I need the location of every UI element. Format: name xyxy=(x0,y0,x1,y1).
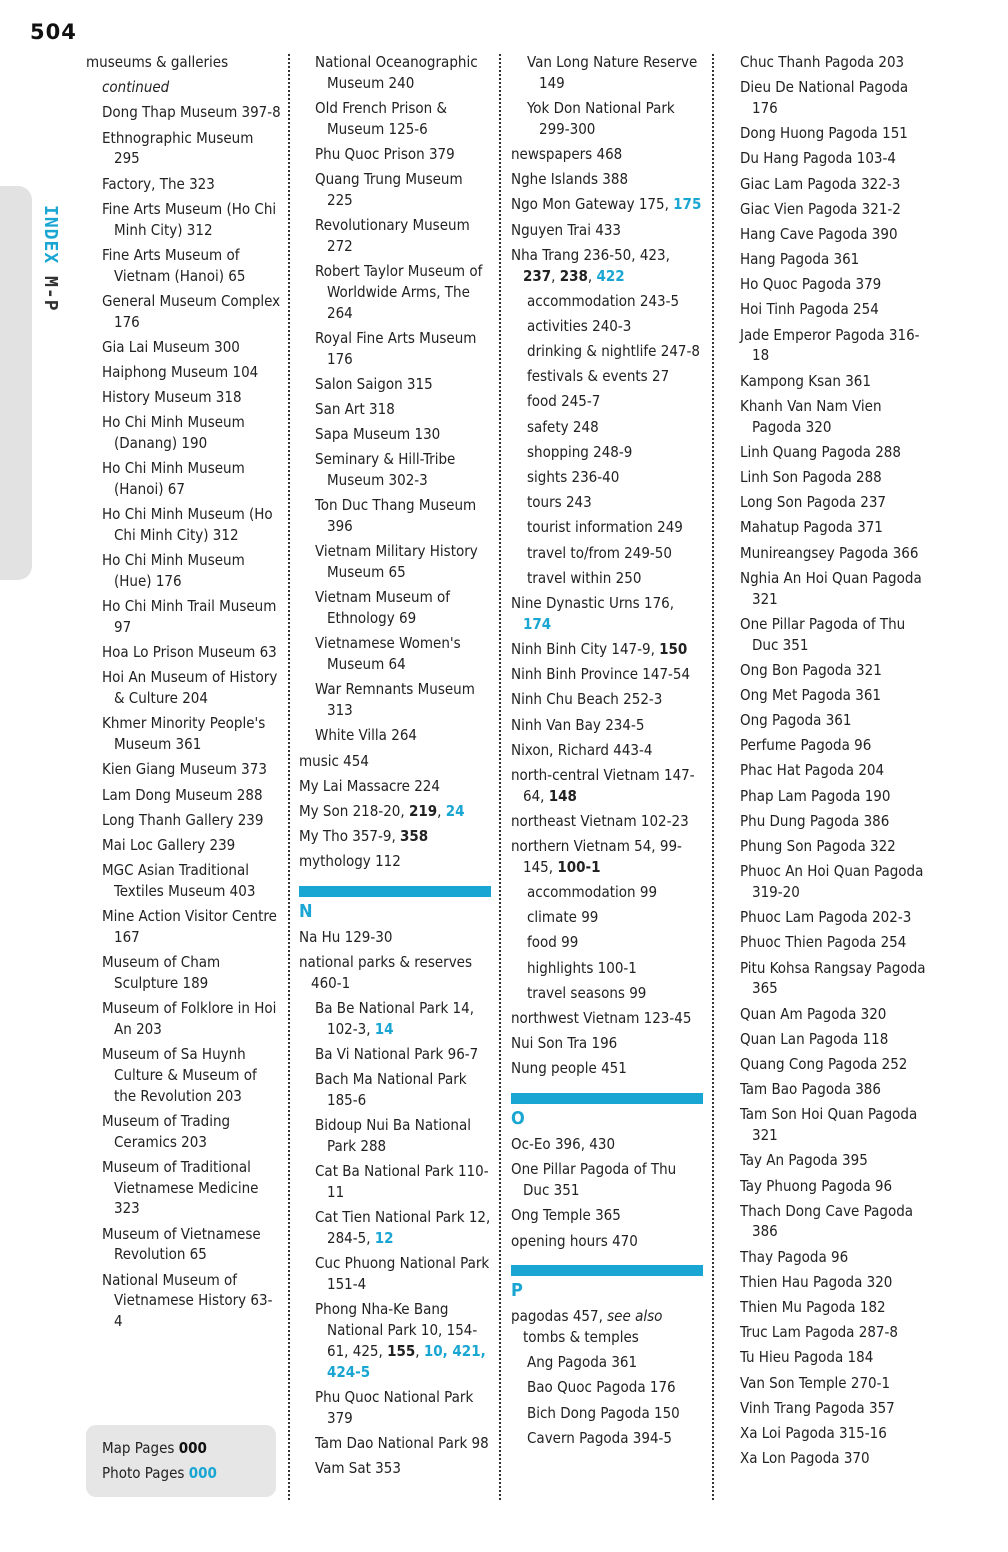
index-subentry: safety 248 xyxy=(527,417,599,436)
index-entry: Tam Son Hoi Quan Pagoda 321 xyxy=(740,1105,918,1145)
index-entry: Tu Hieu Pagoda 184 xyxy=(740,1348,874,1367)
index-subentry: festivals & events 27 xyxy=(527,367,670,386)
index-entry: Quan Lan Pagoda 118 xyxy=(740,1029,889,1048)
index-column-4 xyxy=(740,52,930,1473)
index-subentry: San Art 318 xyxy=(315,400,395,419)
index-entry: Thien Mu Pagoda 182 xyxy=(740,1298,886,1317)
index-subentry: accommodation 99 xyxy=(527,883,658,902)
index-subentry: General Museum Complex 176 xyxy=(102,291,281,331)
index-entry: Ngo Mon Gateway 175, 175 xyxy=(511,195,702,214)
index-entry: Ninh Binh Province 147-54 xyxy=(511,665,691,684)
index-subentry: Museum of Sa Huynh Culture & Museum of the Revolution 203 xyxy=(102,1045,257,1105)
index-subentry: Robert Taylor Museum of Worldwide Arms, The 264 xyxy=(315,262,483,322)
index-entry: Phuoc Thien Pagoda 254 xyxy=(740,933,907,952)
index-entry: Dieu De National Pagoda 176 xyxy=(740,78,909,117)
legend-map-pages: Map Pages 000 xyxy=(102,1439,207,1457)
index-column-3 xyxy=(511,52,703,1453)
column-divider xyxy=(712,54,714,1500)
index-subentry: travel within 250 xyxy=(527,568,642,587)
index-entry: Chuc Thanh Pagoda 203 xyxy=(740,53,905,71)
index-subentry: Lam Dong Museum 288 xyxy=(102,785,263,804)
index-entry: Ninh Binh City 147-9, 150 xyxy=(511,639,688,658)
index-subentry: Factory, The 323 xyxy=(102,174,215,193)
photo-page-ref: 175 xyxy=(673,195,702,214)
index-entry: Oc-Eo 396, 430 xyxy=(511,1135,616,1154)
index-entry: Phu Dung Pagoda 386 xyxy=(740,811,890,830)
index-subentry: Khmer Minority People's Museum 361 xyxy=(102,714,266,754)
index-entry: Giac Vien Pagoda 321-2 xyxy=(740,199,901,218)
map-page-ref: 358 xyxy=(400,827,429,846)
index-entry: Nguyen Trai 433 xyxy=(511,220,621,239)
index-entry: Pitu Kohsa Rangsay Pagoda 365 xyxy=(740,958,926,998)
index-subentry: food 245-7 xyxy=(527,392,601,411)
index-entry: Tay Phuong Pagoda 96 xyxy=(740,1176,893,1195)
index-entry: national parks & reserves 460-1 xyxy=(299,953,473,993)
index-subentry: MGC Asian Traditional Textiles Museum 403 xyxy=(102,861,256,900)
index-entry: Na Hu 129-30 xyxy=(299,928,393,947)
index-subentry: Museum of Vietnamese Revolution 65 xyxy=(102,1224,261,1264)
index-entry: One Pillar Pagoda of Thu Duc 351 xyxy=(740,614,906,654)
index-subentry: Ethnographic Museum 295 xyxy=(102,128,254,168)
index-entry: One Pillar Pagoda of Thu Duc 351 xyxy=(511,1160,677,1200)
index-subentry: Cavern Pagoda 394-5 xyxy=(527,1428,672,1447)
map-page-ref: 100-1 xyxy=(557,857,601,876)
index-entry: Perfume Pagoda 96 xyxy=(740,736,872,755)
index-subentry: Hoi An Museum of History & Culture 204 xyxy=(102,668,278,708)
index-entry: northwest Vietnam 123-45 xyxy=(511,1008,692,1027)
photo-page-ref: 14 xyxy=(374,1020,394,1039)
index-entry: Ong Pagoda 361 xyxy=(740,711,852,730)
index-subentry: activities 240-3 xyxy=(527,316,632,335)
continued-label: continued xyxy=(102,78,170,97)
section-bar xyxy=(511,1265,703,1276)
index-subentry: Van Long Nature Reserve 149 xyxy=(527,53,698,92)
index-entry: music 454 xyxy=(299,751,369,770)
index-subentry: Bao Quoc Pagoda 176 xyxy=(527,1378,676,1397)
map-page-ref: 238 xyxy=(559,266,588,285)
index-subentry: travel seasons 99 xyxy=(527,983,647,1002)
section-header-p xyxy=(511,1265,703,1302)
index-entry: Vinh Trang Pagoda 357 xyxy=(740,1398,895,1417)
index-subentry: shopping 248-9 xyxy=(527,442,633,461)
column-divider xyxy=(499,54,501,1500)
column-divider xyxy=(288,54,290,1500)
index-entry: Xa Lon Pagoda 370 xyxy=(740,1449,870,1468)
index-subentry: Bidoup Nui Ba National Park 288 xyxy=(315,1116,471,1156)
cross-reference: see also xyxy=(607,1307,663,1326)
index-subentry: tourist information 249 xyxy=(527,518,683,537)
map-page-ref: 148 xyxy=(548,786,577,805)
index-entry: Tay An Pagoda 395 xyxy=(740,1151,868,1170)
thumb-tab-label xyxy=(40,205,61,312)
index-entry: Hoi Tinh Pagoda 254 xyxy=(740,300,879,319)
index-subentry: Ba Be National Park 14, 102-3, 14 xyxy=(315,999,475,1039)
section-header-o xyxy=(511,1093,703,1130)
index-subentry: accommodation 243-5 xyxy=(527,291,680,310)
index-subentry: travel to/from 249-50 xyxy=(527,543,672,562)
map-page-ref: 219 xyxy=(408,801,438,820)
index-entry: Quang Cong Pagoda 252 xyxy=(740,1054,908,1073)
index-entry: Dong Huong Pagoda 151 xyxy=(740,124,908,143)
page-number: 504 xyxy=(30,20,77,44)
index-subentry: History Museum 318 xyxy=(102,388,242,407)
index-subentry: Ang Pagoda 361 xyxy=(527,1353,638,1372)
index-entry: Linh Quang Pagoda 288 xyxy=(740,442,901,461)
index-subentry: Ho Chi Minh Museum (Danang) 190 xyxy=(102,413,245,453)
index-entry: Munireangsey Pagoda 366 xyxy=(740,543,919,562)
thumb-tab-index-word: INDEX xyxy=(40,205,61,265)
index-subentry: Cat Tien National Park 12, 284-5, 12 xyxy=(315,1208,491,1248)
index-subentry: Cuc Phuong National Park 151-4 xyxy=(315,1254,490,1294)
index-subentry: Bach Ma National Park 185-6 xyxy=(315,1070,467,1110)
index-entry: Du Hang Pagoda 103-4 xyxy=(740,149,896,168)
page-legend xyxy=(86,1425,276,1497)
index-entry: My Son 218-20, 219, 24 xyxy=(299,801,465,820)
index-entry: Tam Bao Pagoda 386 xyxy=(740,1080,881,1099)
index-entry: Xa Loi Pagoda 315-16 xyxy=(740,1423,887,1442)
section-letter: P xyxy=(511,1280,523,1302)
index-entry: north-central Vietnam 147-64, 148 xyxy=(511,765,695,805)
index-subentry: Ba Vi National Park 96-7 xyxy=(315,1045,479,1064)
index-entry: mythology 112 xyxy=(299,852,401,871)
index-entry: Phap Lam Pagoda 190 xyxy=(740,786,891,805)
index-entry: Kampong Ksan 361 xyxy=(740,371,871,390)
index-subentry: Dong Thap Museum 397-8 xyxy=(102,103,281,122)
index-entry: northern Vietnam 54, 99-145, 100-1 xyxy=(511,837,682,876)
index-column-2 xyxy=(299,52,491,1483)
index-subentry: food 99 xyxy=(527,933,579,952)
index-subentry: Museum of Cham Sculpture 189 xyxy=(102,953,221,992)
index-entry: Quan Am Pagoda 320 xyxy=(740,1004,887,1023)
index-subentry: Gia Lai Museum 300 xyxy=(102,337,240,356)
index-subentry: Salon Saigon 315 xyxy=(315,374,433,393)
index-entry: Hang Cave Pagoda 390 xyxy=(740,224,898,243)
index-subentry: Mine Action Visitor Centre 167 xyxy=(102,907,277,946)
index-subentry: Revolutionary Museum 272 xyxy=(315,216,470,255)
index-entry: Ninh Van Bay 234-5 xyxy=(511,715,645,734)
index-entry: Giac Lam Pagoda 322-3 xyxy=(740,174,901,193)
index-subentry: Old French Prison & Museum 125-6 xyxy=(315,98,448,138)
index-entry: Thach Dong Cave Pagoda 386 xyxy=(740,1201,914,1241)
section-letter: N xyxy=(299,901,313,923)
photo-page-ref: 422 xyxy=(596,266,625,285)
index-entry: Ong Met Pagoda 361 xyxy=(740,685,881,704)
index-entry: Nghe Islands 388 xyxy=(511,170,629,189)
index-subentry: National Museum of Vietnamese History 63-4 xyxy=(102,1270,273,1331)
index-entry: Nung people 451 xyxy=(511,1059,627,1078)
index-subentry: Long Thanh Gallery 239 xyxy=(102,810,264,829)
index-entry: My Tho 357-9, 358 xyxy=(299,827,429,846)
index-subentry: Royal Fine Arts Museum 176 xyxy=(315,328,477,368)
index-entry: Nha Trang 236-50, 423, 237, 238, 422 xyxy=(511,245,670,285)
index-subentry: Museum of Traditional Vietnamese Medicine 323 xyxy=(102,1157,259,1218)
index-subentry: Mai Loc Gallery 239 xyxy=(102,835,236,854)
index-entry: Ho Quoc Pagoda 379 xyxy=(740,275,882,294)
index-entry: Jade Emperor Pagoda 316-18 xyxy=(740,325,920,365)
index-subentry: Bich Dong Pagoda 150 xyxy=(527,1403,680,1422)
index-entry: Khanh Van Nam Vien Pagoda 320 xyxy=(740,396,882,436)
index-entry: Ong Bon Pagoda 321 xyxy=(740,660,882,679)
thumb-tab-range: M-P xyxy=(40,276,61,312)
index-entry: newspapers 468 xyxy=(511,144,623,163)
index-subentry: Ho Chi Minh Museum (Hue) 176 xyxy=(102,551,245,590)
index-entry: Thien Hau Pagoda 320 xyxy=(740,1272,893,1291)
index-entry: opening hours 470 xyxy=(511,1231,638,1250)
index-entry: Thay Pagoda 96 xyxy=(740,1247,849,1266)
index-entry: Nixon, Richard 443-4 xyxy=(511,740,653,759)
index-subentry: Tam Dao National Park 98 xyxy=(315,1433,489,1452)
index-entry: Ong Temple 365 xyxy=(511,1206,621,1225)
index-subentry: drinking & nightlife 247-8 xyxy=(527,342,700,361)
index-subentry: highlights 100-1 xyxy=(527,958,637,977)
index-entry: Nui Son Tra 196 xyxy=(511,1034,618,1053)
index-entry: Truc Lam Pagoda 287-8 xyxy=(740,1323,898,1342)
section-bar xyxy=(511,1093,703,1104)
index-subentry: Seminary & Hill-Tribe Museum 302-3 xyxy=(315,450,456,490)
index-subentry: Sapa Museum 130 xyxy=(315,425,441,444)
index-subentry: Phu Quoc Prison 379 xyxy=(315,144,455,163)
map-page-ref: 155 xyxy=(387,1341,416,1360)
index-entry: Phac Hat Pagoda 204 xyxy=(740,761,885,780)
index-entry: Mahatup Pagoda 371 xyxy=(740,518,883,537)
index-subentry: Museum of Folklore in Hoi An 203 xyxy=(102,999,277,1038)
index-subentry: Phong Nha-Ke Bang National Park 10, 154-61, 425, 155, 10, 421, 424-5 xyxy=(315,1300,486,1381)
index-subentry: Phu Quoc National Park 379 xyxy=(315,1387,474,1427)
index-column-1 xyxy=(86,52,281,1336)
index-entry: Nine Dynastic Urns 176, 174 xyxy=(511,593,675,633)
index-subentry: Vietnam Museum of Ethnology 69 xyxy=(315,588,451,628)
index-entry: Nghia An Hoi Quan Pagoda 321 xyxy=(740,568,922,608)
index-subentry: Ho Chi Minh Museum (Ho Chi Minh City) 312 xyxy=(102,505,273,545)
index-entry: Phung Son Pagoda 322 xyxy=(740,837,896,856)
map-page-ref: 150 xyxy=(659,639,688,658)
index-subentry: Vietnam Military History Museum 65 xyxy=(315,542,478,582)
index-subentry: Kien Giang Museum 373 xyxy=(102,760,267,779)
index-entry: museums & galleries xyxy=(86,53,229,71)
section-bar xyxy=(299,886,491,897)
index-subentry: White Villa 264 xyxy=(315,726,417,745)
index-subentry xyxy=(86,77,281,98)
index-subentry: Haiphong Museum 104 xyxy=(102,362,259,381)
index-entry: pagodas 457, see also tombs & temples xyxy=(511,1307,663,1347)
photo-page-ref: 10, 421, 424-5 xyxy=(327,1341,486,1381)
photo-page-ref: 24 xyxy=(445,801,465,820)
index-subentry: Fine Arts Museum (Ho Chi Minh City) 312 xyxy=(102,199,277,239)
photo-page-ref: 12 xyxy=(374,1229,394,1248)
section-header-n xyxy=(299,886,491,923)
index-entry: Phuoc An Hoi Quan Pagoda 319-20 xyxy=(740,862,924,902)
map-page-ref: 237 xyxy=(523,266,552,285)
index-entry: Van Son Temple 270-1 xyxy=(740,1373,891,1392)
index-subentry: tours 243 xyxy=(527,493,592,512)
index-subentry: National Oceanographic Museum 240 xyxy=(315,53,478,92)
index-subentry: Fine Arts Museum of Vietnam (Hanoi) 65 xyxy=(102,245,246,285)
index-entry: Linh Son Pagoda 288 xyxy=(740,468,882,487)
index-subentry: Quang Trung Museum 225 xyxy=(315,170,463,209)
index-entry: Phuoc Lam Pagoda 202-3 xyxy=(740,908,912,927)
index-subentry: Ho Chi Minh Trail Museum 97 xyxy=(102,597,277,636)
index-entry: My Lai Massacre 224 xyxy=(299,776,440,795)
index-subentry: climate 99 xyxy=(527,908,599,927)
index-thumb-tab xyxy=(0,186,32,580)
index-entry: Hang Pagoda 361 xyxy=(740,250,860,269)
index-subentry: War Remnants Museum 313 xyxy=(315,680,475,720)
index-subentry: Hoa Lo Prison Museum 63 xyxy=(102,643,277,662)
index-subentry: Museum of Trading Ceramics 203 xyxy=(102,1111,231,1151)
index-entry: Long Son Pagoda 237 xyxy=(740,493,887,512)
index-subentry: Vietnamese Women's Museum 64 xyxy=(315,634,461,674)
photo-page-ref: 174 xyxy=(523,614,552,633)
index-entry: Ninh Chu Beach 252-3 xyxy=(511,690,663,709)
index-subentry: Ho Chi Minh Museum (Hanoi) 67 xyxy=(102,459,245,499)
index-subentry: Cat Ba National Park 110-11 xyxy=(315,1162,489,1202)
index-entry: northeast Vietnam 102-23 xyxy=(511,811,689,830)
index-subentry: Vam Sat 353 xyxy=(315,1459,401,1478)
index-subentry: sights 236-40 xyxy=(527,468,620,487)
legend-photo-pages: Photo Pages 000 xyxy=(102,1464,217,1482)
section-letter: O xyxy=(511,1108,525,1130)
index-subentry: Yok Don National Park 299-300 xyxy=(527,98,675,138)
index-subentry: Ton Duc Thang Museum 396 xyxy=(315,496,477,536)
